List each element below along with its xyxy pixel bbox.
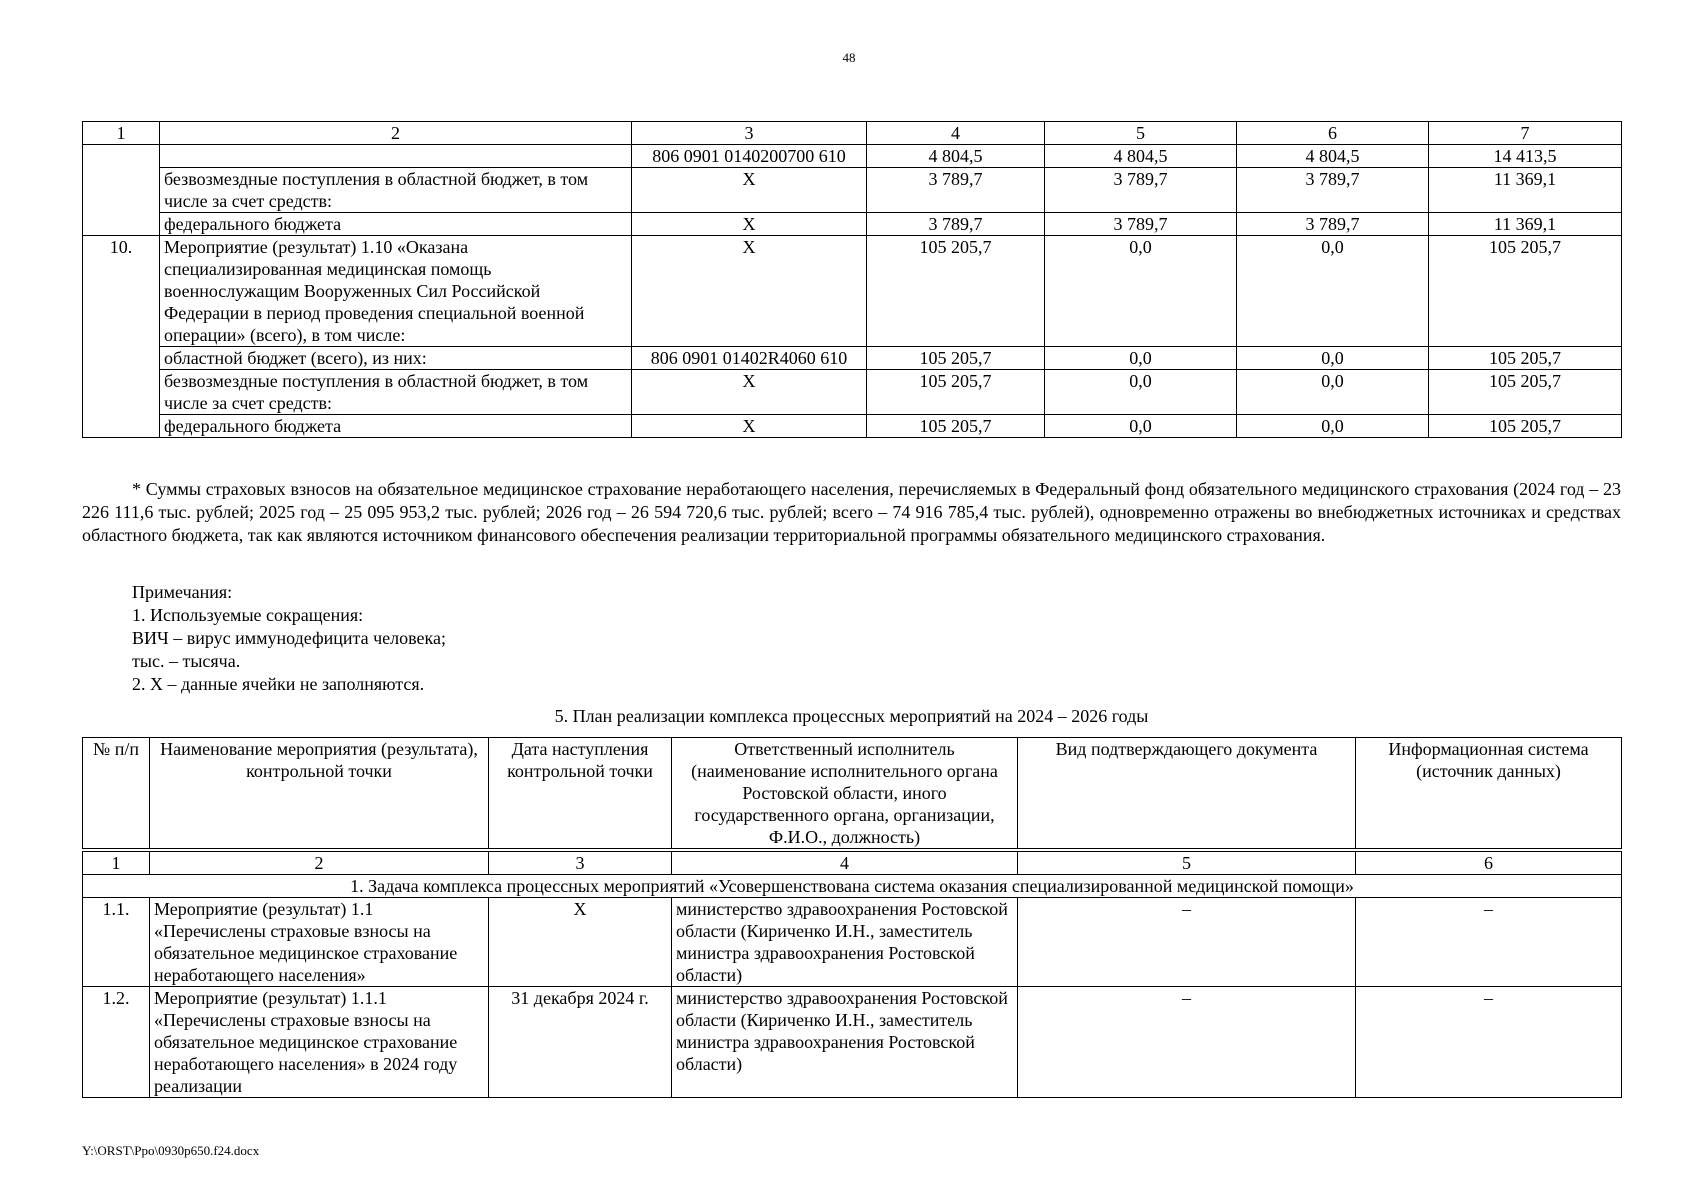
- table-row: [83, 236, 1622, 347]
- value-total: 14 413,5: [1429, 145, 1622, 168]
- footnote: * Суммы страховых взносов на обязательное медицинское страхование неработающего населения, перечисляемых в Федеральный фонд обязательного медицинского страхования (2024 год – 23 226 111,6 тыс. рублей; 2025 год – 25 095 953,2 тыс. рублей; 2026 год – 26 594 720,6 тыс. рублей; всего – 74 916 785,4 тыс. рублей), одновременно отражены во внебюджетных источниках и средствах областного бюджета, так как являются источником финансового обеспечения реализации территориальной программы обязательного медицинского страхования.: [82, 479, 1621, 545]
- value-2025: 3 789,7: [1045, 213, 1237, 236]
- row-number: 1.1.: [83, 898, 150, 987]
- header-cell: Наименование мероприятия (результата), контрольной точки: [150, 738, 489, 851]
- value-2026: 3 789,7: [1237, 168, 1429, 213]
- table-header-row: [83, 122, 1622, 145]
- table-row: [83, 415, 1622, 438]
- value-2026: 0,0: [1237, 347, 1429, 370]
- value-2026: 0,0: [1237, 415, 1429, 438]
- header-cell: Ответственный исполнитель (наименование исполнительного органа Ростовской области, иного государственного органа, организации, Ф.И.О., должность): [672, 738, 1018, 851]
- header-cell: 5: [1045, 122, 1237, 145]
- header-cell: Вид подтверждающего документа: [1018, 738, 1356, 851]
- value-2024: 105 205,7: [867, 370, 1045, 415]
- table-row: [83, 987, 1622, 1098]
- value-2024: 105 205,7: [867, 236, 1045, 347]
- note-line: ВИЧ – вирус иммунодефицита человека;: [132, 628, 446, 648]
- file-path-footer: Y:\ORST\Ppo\0930p650.f24.docx: [82, 1143, 260, 1158]
- note-line: тыс. – тысяча.: [132, 651, 241, 671]
- table-row: [83, 347, 1622, 370]
- budget-code: 806 0901 0140200700 610: [632, 145, 867, 168]
- value-total: 105 205,7: [1429, 370, 1622, 415]
- notes-block: [132, 581, 446, 696]
- header-cell: Информационная система (источник данных): [1356, 738, 1622, 851]
- column-number: 4: [672, 850, 1018, 875]
- row-name: федерального бюджета: [160, 415, 632, 438]
- value-2025: 0,0: [1045, 370, 1237, 415]
- value-2024: 4 804,5: [867, 145, 1045, 168]
- value-total: 11 369,1: [1429, 168, 1622, 213]
- budget-code: 806 0901 01402R4060 610: [632, 347, 867, 370]
- plan-title: 5. План реализации комплекса процессных мероприятий на 2024 – 2026 годы: [554, 706, 1149, 726]
- value-total: 105 205,7: [1429, 347, 1622, 370]
- value-2025: 4 804,5: [1045, 145, 1237, 168]
- header-cell: 3: [632, 122, 867, 145]
- budget-code: X: [632, 370, 867, 415]
- row-number: [83, 145, 160, 236]
- value-total: 11 369,1: [1429, 213, 1622, 236]
- column-number: 1: [83, 850, 150, 875]
- budget-code: X: [632, 236, 867, 347]
- row-name: безвозмездные поступления в областной бюджет, в том числе за счет средств:: [160, 168, 632, 213]
- budget-code: X: [632, 415, 867, 438]
- task-title: 1. Задача комплекса процессных мероприятий «Усовершенствована система оказания специализированной медицинской помощи»: [83, 875, 1622, 898]
- column-number-row: [83, 850, 1622, 875]
- row-executor: министерство здравоохранения Ростовской области (Кириченко И.Н., заместитель министра здравоохранения Ростовской области): [672, 898, 1018, 987]
- budget-code: X: [632, 213, 867, 236]
- row-system: –: [1356, 987, 1622, 1098]
- row-number: 10.: [83, 236, 160, 438]
- value-2024: 3 789,7: [867, 168, 1045, 213]
- header-cell: 4: [867, 122, 1045, 145]
- page-number: 48: [842, 50, 856, 65]
- value-2026: 4 804,5: [1237, 145, 1429, 168]
- row-name: безвозмездные поступления в областной бюджет, в том числе за счет средств:: [160, 370, 632, 415]
- row-name: [160, 145, 632, 168]
- header-cell: № п/п: [83, 738, 150, 851]
- notes-title: Примечания:: [132, 582, 233, 602]
- value-2026: 0,0: [1237, 370, 1429, 415]
- row-document: –: [1018, 987, 1356, 1098]
- table-row: [83, 898, 1622, 987]
- row-name: Мероприятие (результат) 1.10 «Оказана специализированная медицинская помощь военнослужащим Вооруженных Сил Российской Федерации в период проведения специальной военной операции» (всего), в том числе:: [160, 236, 632, 347]
- value-2025: 0,0: [1045, 415, 1237, 438]
- row-name: федерального бюджета: [160, 213, 632, 236]
- row-name: областной бюджет (всего), из них:: [160, 347, 632, 370]
- column-number: 6: [1356, 850, 1622, 875]
- header-cell: 6: [1237, 122, 1429, 145]
- table-row: [83, 145, 1622, 168]
- column-number: 5: [1018, 850, 1356, 875]
- table-row: [83, 213, 1622, 236]
- value-2024: 3 789,7: [867, 213, 1045, 236]
- column-number: 2: [150, 850, 489, 875]
- row-date: 31 декабря 2024 г.: [489, 987, 672, 1098]
- value-2025: 3 789,7: [1045, 168, 1237, 213]
- table-row: [83, 370, 1622, 415]
- header-cell: 2: [160, 122, 632, 145]
- value-total: 105 205,7: [1429, 236, 1622, 347]
- header-cell: 7: [1429, 122, 1622, 145]
- value-2024: 105 205,7: [867, 347, 1045, 370]
- value-2024: 105 205,7: [867, 415, 1045, 438]
- column-number: 3: [489, 850, 672, 875]
- value-2025: 0,0: [1045, 236, 1237, 347]
- budget-table: [82, 121, 1622, 438]
- row-document: –: [1018, 898, 1356, 987]
- row-date: X: [489, 898, 672, 987]
- plan-table: [82, 737, 1622, 1098]
- row-name: Мероприятие (результат) 1.1.1 «Перечислены страховые взносы на обязательное медицинское страхование неработающего населения» в 2024 году реализации: [150, 987, 489, 1098]
- header-cell: 1: [83, 122, 160, 145]
- value-2026: 3 789,7: [1237, 213, 1429, 236]
- header-cell: Дата наступления контрольной точки: [489, 738, 672, 851]
- value-2025: 0,0: [1045, 347, 1237, 370]
- value-2026: 0,0: [1237, 236, 1429, 347]
- note-line: 2. X – данные ячейки не заполняются.: [132, 674, 425, 694]
- row-number: 1.2.: [83, 987, 150, 1098]
- task-row: [83, 875, 1622, 898]
- row-system: –: [1356, 898, 1622, 987]
- row-executor: министерство здравоохранения Ростовской области (Кириченко И.Н., заместитель министра здравоохранения Ростовской области): [672, 987, 1018, 1098]
- plan-header-row: [83, 738, 1622, 851]
- note-line: 1. Используемые сокращения:: [132, 605, 364, 625]
- row-name: Мероприятие (результат) 1.1 «Перечислены страховые взносы на обязательное медицинское страхование неработающего населения»: [150, 898, 489, 987]
- value-total: 105 205,7: [1429, 415, 1622, 438]
- table-row: [83, 168, 1622, 213]
- budget-code: X: [632, 168, 867, 213]
